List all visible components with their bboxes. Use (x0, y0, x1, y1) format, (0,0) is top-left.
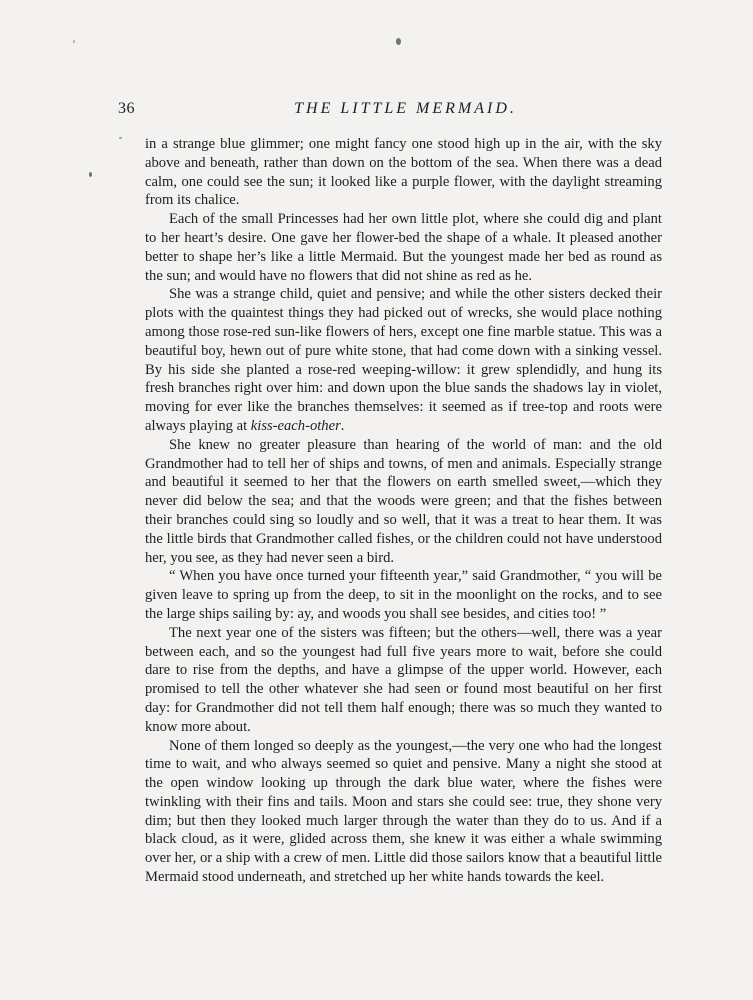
paragraph-text: “ When you have once turned your fifteenth year,” said Grandmother, “ you will be given leave to spring up from the deep, to sit in the moonlight on the rocks, and to see the large ships sailing by: ay, and woods you shall see besides, and cities too! ” (145, 568, 662, 622)
paragraph-text: None of them longed so deeply as the youngest,—the very one who had the longest time to wait, and who always seemed so quiet and pensive. Many a night she stood at the open window looking up through the dark blue water, where the fishes were twinkling with their fins and tails. Moon and stars she could see: true, they shone very dim; but then they looked much larger through the water than they do to us. And if a black cloud, as it were, glided across them, she knew it was either a whale swimming over her, or a ship with a crew of men. Little did those sailors know that a beautiful little Mermaid stood underneath, and stretched up her white hands towards the keel. (145, 737, 662, 886)
page-number: 36 (118, 100, 135, 117)
body-text (145, 135, 662, 887)
paragraph-text: The next year one of the sisters was fifteen; but the others—well, there was a year between each, and so the youngest had full five years more to wait, before she could dare to rise from the depths, and have a glimpse of the upper world. However, each promised to tell the other whatever she had seen or found most beautiful on her first day: for Grandmother did not tell them half enough; there was so much they wanted to know more about. (145, 624, 662, 735)
running-head (118, 100, 663, 122)
paragraph (145, 210, 662, 285)
paragraph-text: Each of the small Princesses had her own little plot, where she could dig and plant to her heart’s desire. One gave her flower-bed the shape of a whale. It pleased another better to shape her’s like a little Mermaid. But the youngest made her bed as round as the sun; and would have no flowers that did not shine as red as he. (145, 211, 662, 284)
paragraph (145, 135, 662, 210)
print-speck (73, 40, 75, 43)
print-speck (89, 172, 92, 177)
italic-phrase: kiss-each-other (250, 417, 341, 434)
book-title: THE LITTLE MERMAID. (294, 100, 517, 117)
paragraph (145, 285, 662, 435)
paragraph (145, 567, 662, 623)
print-speck (119, 137, 122, 139)
paragraph-text: in a strange blue glimmer; one might fancy one stood high up in the air, with the sky above and beneath, rather than down on the bottom of the sea. When there was a dead calm, one could see the sun; it looked like a purple flower, with the daylight streaming from its chalice. (145, 136, 662, 209)
paragraph-text: She knew no greater pleasure than hearing of the world of man: and the old Grandmother had to tell her of ships and towns, of men and animals. Especially strange and beautiful it seemed to her that the flowers on earth smelled sweet,—which they never did below the sea; and that the woods were green; and that the fishes between their branches could sing so loudly and so well, that it was a treat to hear them. It was the little birds that Grandmother called fishes, or the children could not have understood her, you see, as they had never seen a bird. (145, 436, 662, 566)
paragraph-text: . (340, 417, 345, 434)
paragraph (145, 624, 662, 737)
print-speck (396, 38, 401, 45)
paragraph (145, 436, 662, 568)
paragraph (145, 737, 662, 887)
paragraph-text: She was a strange child, quiet and pensive; and while the other sisters decked their plots with the quaintest things they had picked out of wrecks, she would place nothing among those rose-red sun-like flowers of hers, except one fine marble statue. This was a beautiful boy, hewn out of pure white stone, that had come down with a sinking vessel. By his side she planted a rose-red weeping-willow: it grew splendidly, and hung its fresh branches right over him: and down upon the blue sands the shadows lay in violet, moving for ever like the branches themselves: it seemed as if tree-top and roots were always playing at (145, 286, 662, 434)
